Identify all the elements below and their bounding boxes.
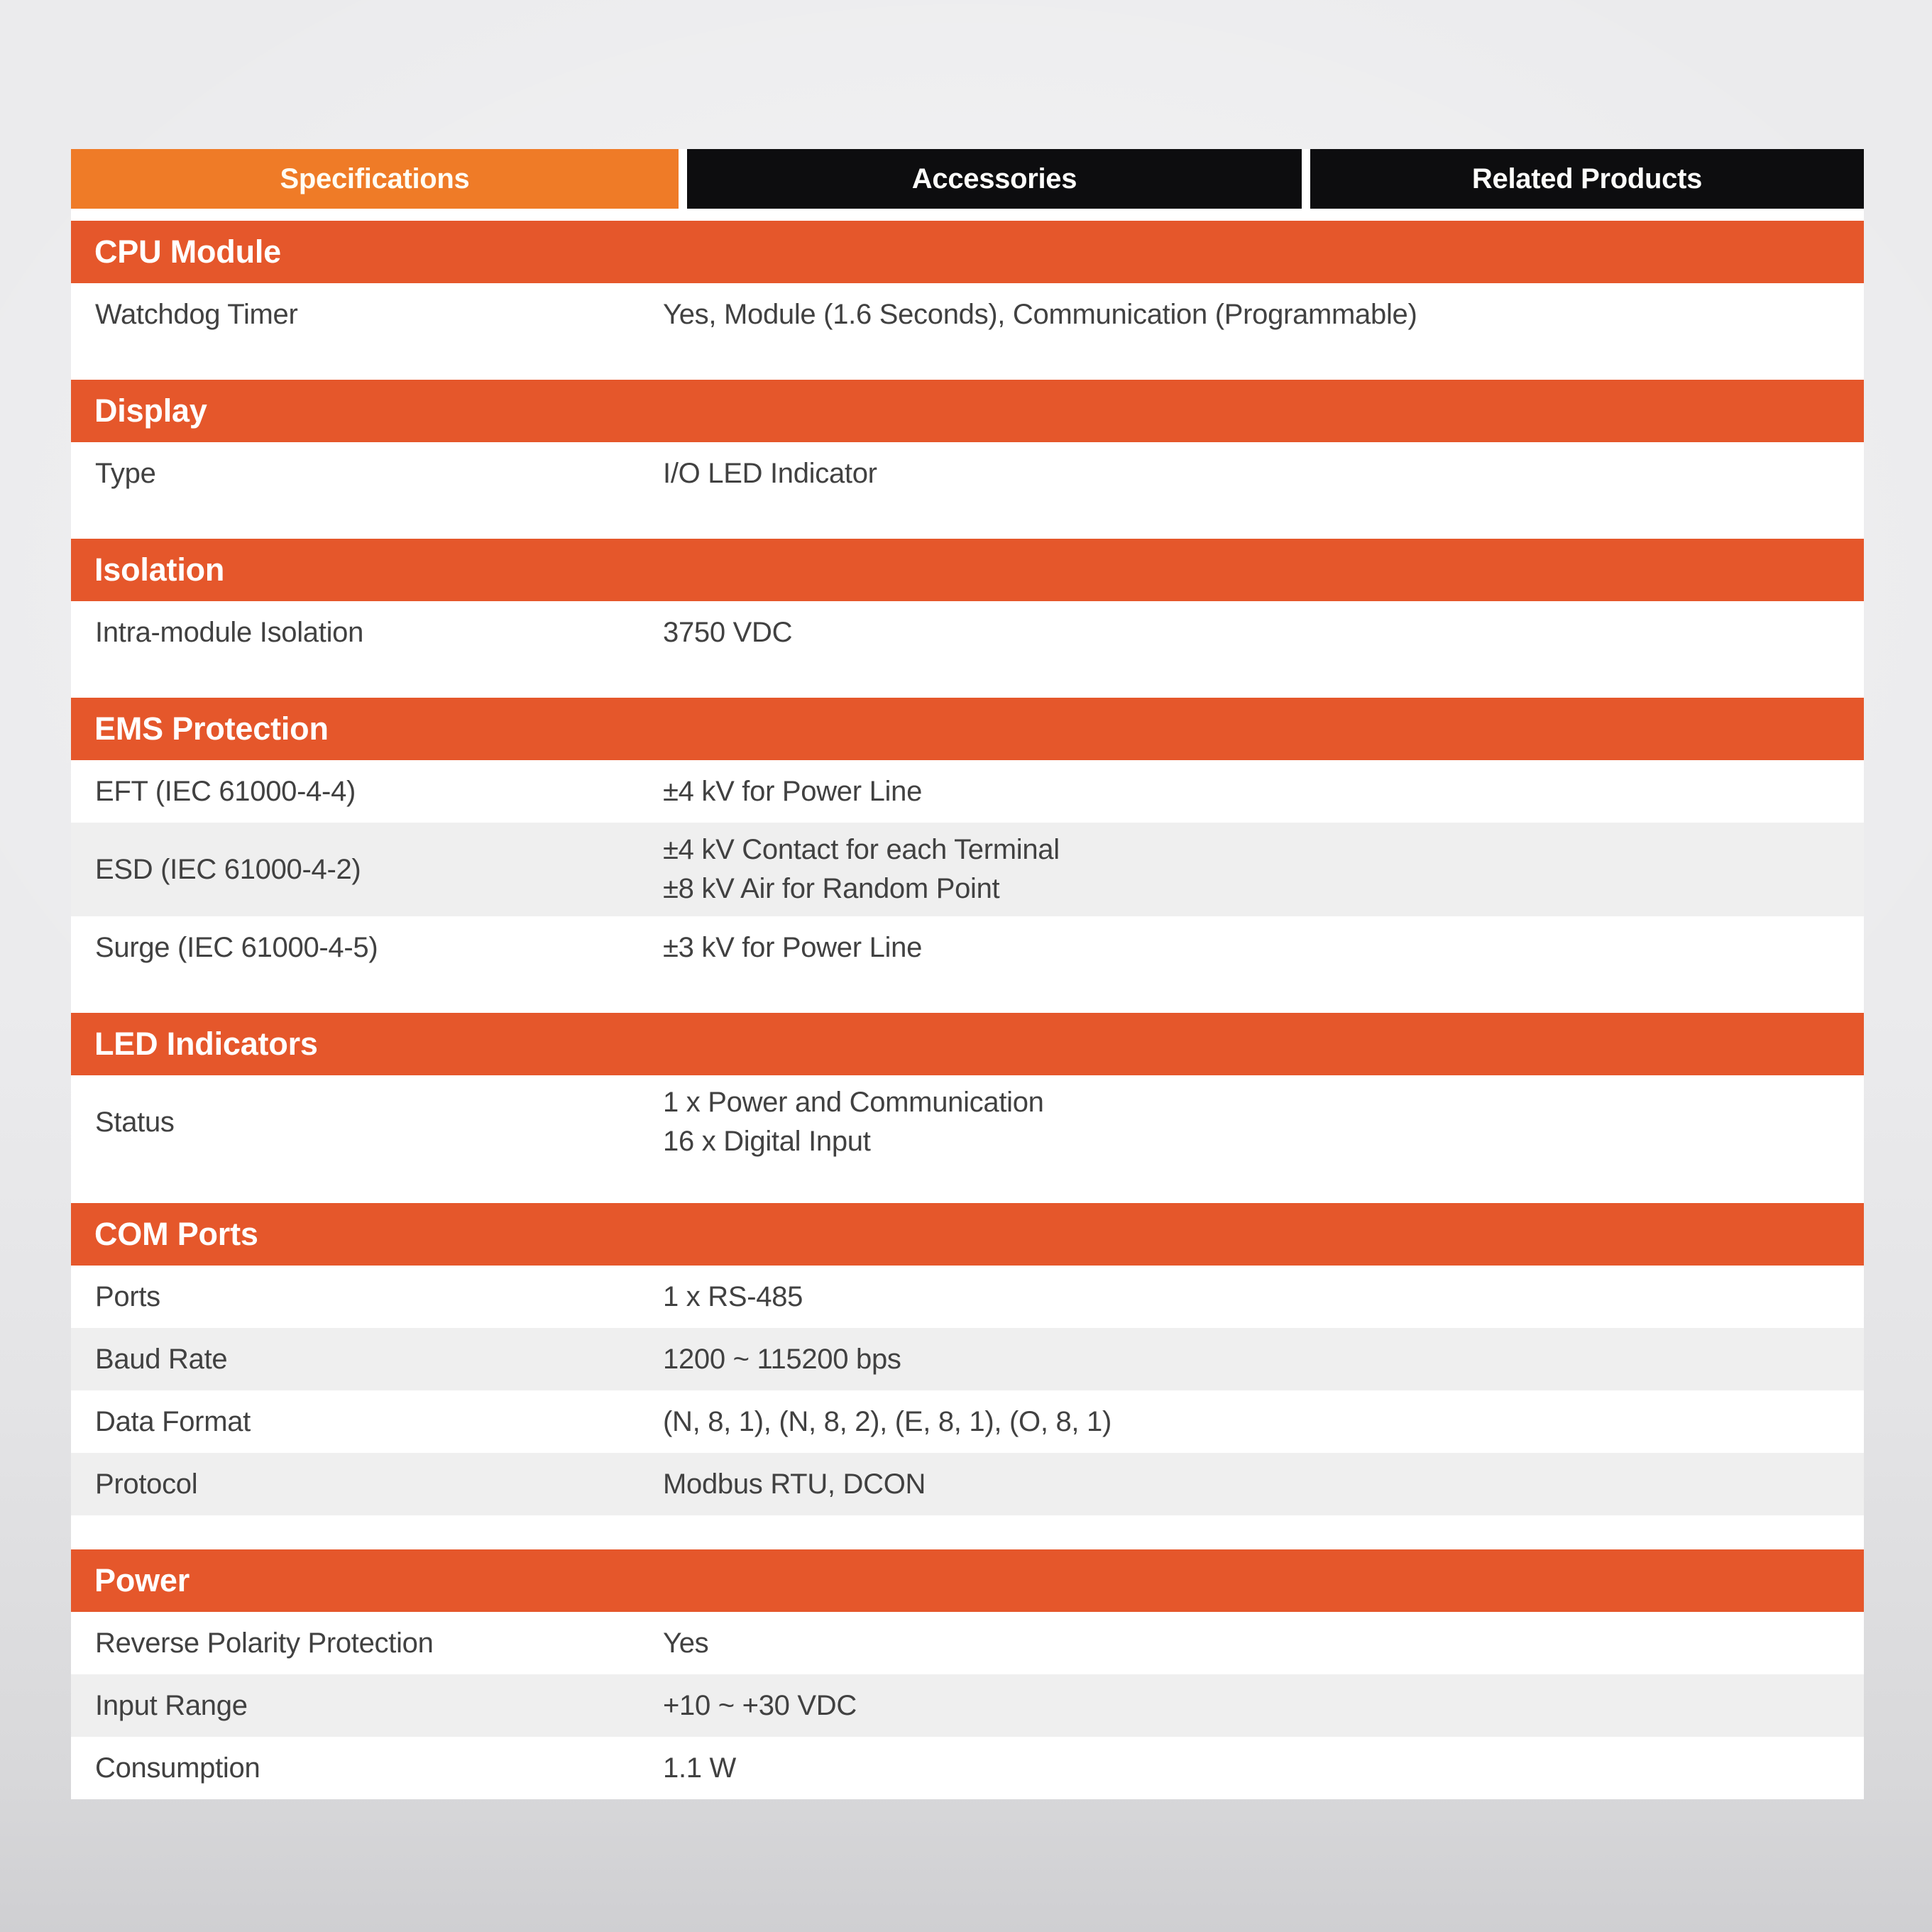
spec-label: Type bbox=[95, 457, 156, 489]
spec-row-consumption bbox=[71, 1737, 1864, 1799]
spec-value: 1 x Power and Communication 16 x Digital Input bbox=[663, 1087, 1044, 1157]
spec-page bbox=[71, 149, 1864, 1799]
spec-row-protocol bbox=[71, 1453, 1864, 1515]
tab-related-products[interactable]: Related Products bbox=[1310, 149, 1864, 209]
section-header-display: Display bbox=[71, 380, 1864, 442]
spec-row-esd-iec-61000-4-2 bbox=[71, 823, 1864, 916]
spec-row-intra-module-isolation bbox=[71, 601, 1864, 664]
spec-value: ±4 kV Contact for each Terminal ±8 kV Air for Random Point bbox=[663, 834, 1060, 904]
spec-row-input-range bbox=[71, 1674, 1864, 1737]
section-header-ems-protection: EMS Protection bbox=[71, 698, 1864, 760]
section-header-isolation: Isolation bbox=[71, 539, 1864, 601]
spec-label: Reverse Polarity Protection bbox=[95, 1627, 434, 1659]
specifications-table bbox=[71, 221, 1864, 1799]
section-spacer bbox=[71, 664, 1864, 698]
spec-row-reverse-polarity-protection bbox=[71, 1612, 1864, 1674]
section-spacer bbox=[71, 505, 1864, 539]
spec-value: +10 ~ +30 VDC bbox=[663, 1689, 857, 1721]
section-spacer bbox=[71, 1169, 1864, 1203]
spec-row-data-format bbox=[71, 1390, 1864, 1453]
spec-value: (N, 8, 1), (N, 8, 2), (E, 8, 1), (O, 8, 1) bbox=[663, 1405, 1112, 1437]
spec-value: 1 x RS-485 bbox=[663, 1280, 803, 1312]
spec-value: ±4 kV for Power Line bbox=[663, 775, 923, 807]
spec-row-status bbox=[71, 1075, 1864, 1169]
spec-value: ±3 kV for Power Line bbox=[663, 931, 923, 963]
section-header-com-ports: COM Ports bbox=[71, 1203, 1864, 1266]
spec-label: Input Range bbox=[95, 1689, 248, 1721]
section-spacer bbox=[71, 979, 1864, 1013]
tab-specifications[interactable]: Specifications bbox=[71, 149, 679, 209]
spec-row-type bbox=[71, 442, 1864, 505]
tab-accessories[interactable]: Accessories bbox=[687, 149, 1302, 209]
section-header-cpu-module: CPU Module bbox=[71, 221, 1864, 283]
section-header-led-indicators: LED Indicators bbox=[71, 1013, 1864, 1075]
spec-label: Consumption bbox=[95, 1752, 260, 1784]
spec-row-ports bbox=[71, 1266, 1864, 1328]
spec-value: I/O LED Indicator bbox=[663, 457, 877, 489]
spec-label: Status bbox=[95, 1106, 175, 1138]
spec-label: Ports bbox=[95, 1280, 160, 1312]
spec-value: Yes, Module (1.6 Seconds), Communication (Programmable) bbox=[663, 298, 1417, 330]
spec-value: 1.1 W bbox=[663, 1752, 736, 1784]
section-spacer bbox=[71, 346, 1864, 380]
spec-label: Watchdog Timer bbox=[95, 298, 298, 330]
spec-label: ESD (IEC 61000-4-2) bbox=[95, 853, 361, 885]
spec-value: Yes bbox=[663, 1627, 709, 1659]
spec-value: 1200 ~ 115200 bps bbox=[663, 1343, 901, 1375]
spec-label: Intra-module Isolation bbox=[95, 616, 364, 648]
section-spacer bbox=[71, 1515, 1864, 1549]
tab-underline bbox=[71, 209, 1864, 221]
section-header-power: Power bbox=[71, 1549, 1864, 1612]
spec-label: EFT (IEC 61000-4-4) bbox=[95, 775, 356, 807]
spec-row-baud-rate bbox=[71, 1328, 1864, 1390]
spec-label: Protocol bbox=[95, 1468, 198, 1500]
spec-label: Baud Rate bbox=[95, 1343, 228, 1375]
tab-bar bbox=[71, 149, 1864, 209]
spec-value: 3750 VDC bbox=[663, 616, 793, 648]
spec-label: Data Format bbox=[95, 1405, 251, 1437]
spec-row-watchdog-timer bbox=[71, 283, 1864, 346]
spec-value: Modbus RTU, DCON bbox=[663, 1468, 926, 1500]
spec-row-surge-iec-61000-4-5 bbox=[71, 916, 1864, 979]
spec-row-eft-iec-61000-4-4 bbox=[71, 760, 1864, 823]
spec-label: Surge (IEC 61000-4-5) bbox=[95, 931, 378, 963]
